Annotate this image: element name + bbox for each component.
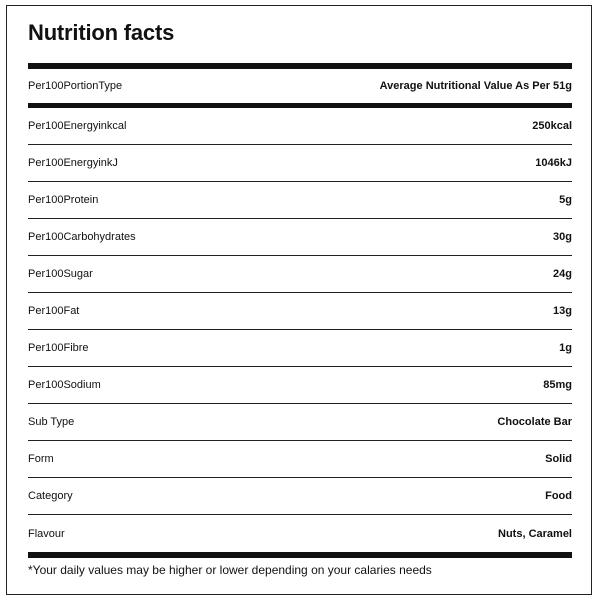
nutrient-row-energy-kj (28, 145, 572, 182)
attribute-value: Chocolate Bar (497, 416, 572, 428)
nutrient-value: 24g (553, 268, 572, 280)
nutrient-row-fat (28, 293, 572, 330)
nutrient-value: 250kcal (532, 120, 572, 132)
attribute-row-category (28, 478, 572, 515)
nutrient-label: Per100Protein (28, 194, 99, 206)
attribute-value: Solid (545, 453, 572, 465)
nutrient-value: 1g (559, 342, 572, 354)
nutrient-label: Per100Sugar (28, 268, 93, 280)
portion-type-value: Average Nutritional Value As Per 51g (379, 79, 572, 92)
nutrient-value: 1046kJ (535, 157, 572, 169)
nutrition-facts-panel (6, 5, 592, 595)
nutrient-value: 85mg (543, 379, 572, 391)
attribute-value: Food (545, 490, 572, 502)
attribute-row-flavour (28, 515, 572, 552)
bottom-divider (28, 552, 572, 558)
nutrient-label: Per100EnergyinkJ (28, 157, 118, 169)
nutrient-value: 5g (559, 194, 572, 206)
panel-title: Nutrition facts (28, 20, 175, 45)
attribute-row-sub-type (28, 404, 572, 441)
nutrient-label: Per100Fat (28, 305, 80, 317)
nutrient-label: Per100Energyinkcal (28, 120, 127, 132)
nutrient-row-fibre (28, 330, 572, 367)
nutrient-value: 13g (553, 305, 572, 317)
nutrient-label: Per100Carbohydrates (28, 231, 136, 243)
attribute-value: Nuts, Caramel (498, 527, 572, 540)
attribute-row-form (28, 441, 572, 478)
nutrient-row-sugar (28, 256, 572, 293)
nutrient-value: 30g (553, 231, 572, 243)
portion-header-row (28, 68, 572, 103)
footnote: *Your daily values may be higher or lower depending on your calaries needs (28, 563, 432, 577)
attribute-label: Flavour (28, 527, 65, 540)
nutrient-row-energy-kcal (28, 108, 572, 145)
nutrient-row-carbohydrates (28, 219, 572, 256)
nutrient-label: Per100Fibre (28, 342, 89, 354)
nutrient-row-protein (28, 182, 572, 219)
attribute-label: Sub Type (28, 416, 75, 428)
attribute-label: Form (28, 453, 54, 465)
attribute-label: Category (28, 490, 73, 502)
nutrient-label: Per100Sodium (28, 379, 101, 391)
portion-type-label: Per100PortionType (28, 79, 123, 92)
nutrient-row-sodium (28, 367, 572, 404)
